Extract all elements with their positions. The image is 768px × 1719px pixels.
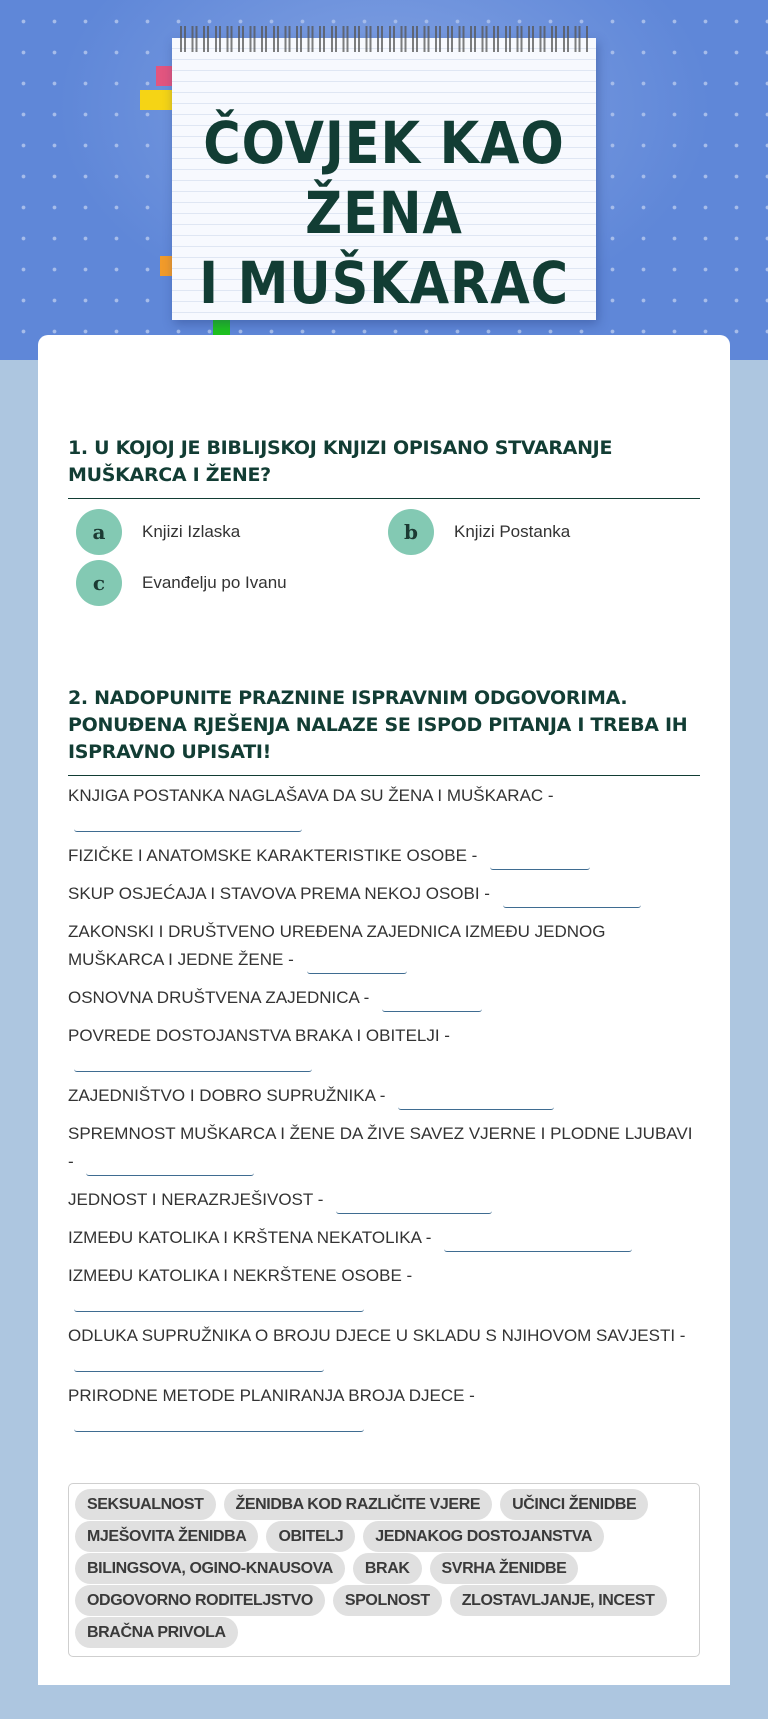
blank-item (68, 1120, 700, 1176)
word-chip[interactable]: SEKSUALNOST (75, 1489, 216, 1520)
word-chip[interactable]: BRAČNA PRIVOLA (75, 1617, 238, 1648)
blank-input[interactable] (398, 1088, 554, 1110)
blank-input[interactable] (382, 990, 482, 1012)
option-text: Knjizi Postanka (454, 522, 571, 541)
blank-item (68, 842, 700, 870)
blank-input[interactable] (74, 1358, 324, 1372)
word-chip[interactable]: ODGOVORNO RODITELJSTVO (75, 1585, 325, 1616)
word-bank (68, 1483, 700, 1657)
blank-input[interactable] (503, 886, 641, 908)
word-chip[interactable]: SVRHA ŽENIDBE (430, 1553, 579, 1584)
word-chip[interactable]: JEDNAKOG DOSTOJANSTVA (363, 1521, 604, 1552)
blank-input[interactable] (307, 952, 407, 974)
blank-input[interactable] (444, 1230, 632, 1252)
word-chip[interactable]: BRAK (353, 1553, 422, 1584)
spiral-binding-icon (180, 26, 588, 52)
blank-item-text: SKUP OSJEĆAJA I STAVOVA PREMA NEKOJ OSOBI - (68, 884, 490, 903)
word-chip[interactable]: BILINGSOVA, OGINO-KNAUSOVA (75, 1553, 345, 1584)
blank-item-text: KNJIGA POSTANKA NAGLAŠAVA DA SU ŽENA I MUŠKARAC - (68, 786, 554, 805)
option-badge-c: c (76, 560, 122, 606)
option-a[interactable] (76, 508, 240, 556)
blank-input[interactable] (336, 1192, 492, 1214)
word-chip[interactable]: MJEŠOVITA ŽENIDBA (75, 1521, 258, 1552)
word-chip[interactable]: ŽENIDBA KOD RAZLIČITE VJERE (224, 1489, 493, 1520)
blank-item-text: POVREDE DOSTOJANSTVA BRAKA I OBITELJI - (68, 1026, 450, 1045)
word-chip[interactable]: OBITELJ (266, 1521, 355, 1552)
blank-item (68, 782, 700, 832)
blank-item-text: IZMEĐU KATOLIKA I NEKRŠTENE OSOBE - (68, 1266, 413, 1285)
blank-item-text: ZAJEDNIŠTVO I DOBRO SUPRUŽNIKA - (68, 1086, 386, 1105)
option-text: Evanđelju po Ivanu (142, 573, 287, 592)
blank-item-text: IZMEĐU KATOLIKA I KRŠTENA NEKATOLIKA - (68, 1228, 432, 1247)
blank-input[interactable] (74, 1058, 312, 1072)
option-badge-a: a (76, 509, 122, 555)
blank-item-text: SPREMNOST MUŠKARCA I ŽENE DA ŽIVE SAVEZ VJERNE I PLODNE LJUBAVI - (68, 1124, 693, 1171)
blank-item-text: OSNOVNA DRUŠTVENA ZAJEDNICA - (68, 988, 370, 1007)
option-text: Knjizi Izlaska (142, 522, 241, 541)
word-chip[interactable]: UČINCI ŽENIDBE (500, 1489, 648, 1520)
notebook-tab-yellow (140, 90, 172, 110)
blank-item (68, 984, 700, 1012)
blank-item (68, 1022, 700, 1072)
blank-input[interactable] (490, 848, 590, 870)
option-badge-b: b (388, 509, 434, 555)
blank-item-text: ODLUKA SUPRUŽNIKA O BROJU DJECE U SKLADU S NJIHOVOM SAVJESTI - (68, 1326, 686, 1345)
blank-item-text: FIZIČKE I ANATOMSKE KARAKTERISTIKE OSOBE - (68, 846, 478, 865)
blank-item-text: PRIRODNE METODE PLANIRANJA BROJA DJECE - (68, 1386, 475, 1405)
blank-item (68, 1382, 700, 1432)
blank-item-text: JEDNOST I NERAZRJEŠIVOST - (68, 1190, 324, 1209)
blank-input[interactable] (74, 1418, 364, 1432)
blank-item (68, 1224, 700, 1252)
option-b[interactable] (388, 508, 570, 556)
blank-item (68, 1322, 700, 1372)
title-line-1: ČOVJEK KAO ŽENA (203, 109, 565, 247)
word-chip[interactable]: SPOLNOST (333, 1585, 442, 1616)
title-line-2: I MUŠKARAC (199, 249, 569, 317)
blank-input[interactable] (74, 1298, 364, 1312)
blank-item (68, 1262, 700, 1312)
notebook-tab-pink (156, 66, 172, 86)
blank-item (68, 1082, 700, 1110)
blank-item-text: ZAKONSKI I DRUŠTVENO UREĐENA ZAJEDNICA IZMEĐU JEDNOG MUŠKARCA I JEDNE ŽENE - (68, 922, 606, 969)
blank-item (68, 1186, 700, 1214)
blank-item (68, 880, 700, 908)
option-c[interactable] (76, 559, 287, 607)
worksheet-card (38, 335, 730, 1685)
blank-item (68, 918, 700, 974)
fill-in-blanks-list (68, 782, 700, 1442)
blank-input[interactable] (86, 1154, 254, 1176)
question-1-options (76, 508, 676, 608)
question-1-heading: 1. U KOJOJ JE BIBLIJSKOJ KNJIZI OPISANO STVARANJE MUŠKARCA I ŽENE? (68, 435, 700, 499)
word-chip[interactable]: ZLOSTAVLJANJE, INCEST (450, 1585, 667, 1616)
question-2-heading: 2. NADOPUNITE PRAZNINE ISPRAVNIM ODGOVORIMA. PONUĐENA RJEŠENJA NALAZE SE ISPOD PITANJA I TREBA IH ISPRAVNO UPISATI! (68, 685, 700, 776)
worksheet-title (143, 108, 625, 318)
blank-input[interactable] (74, 818, 302, 832)
